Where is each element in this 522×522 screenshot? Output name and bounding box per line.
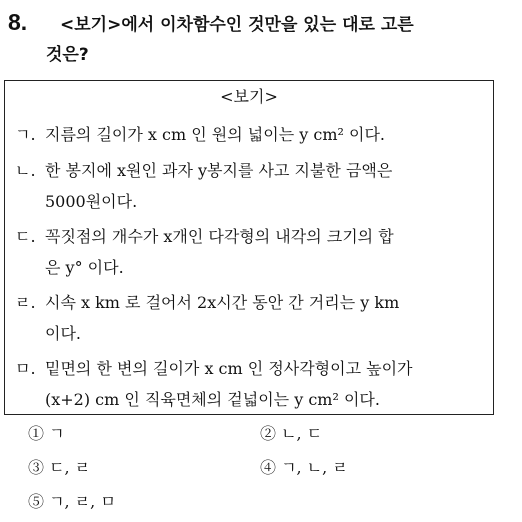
example-item-text — [45, 155, 483, 217]
example-item-line: 꼭짓점의 개수가 x개인 다각형의 내각의 크기의 합 — [45, 227, 394, 246]
example-item-text — [45, 221, 483, 283]
example-item-mark: ㄷ. — [15, 227, 36, 246]
choice-1[interactable]: ① ㄱ — [28, 424, 65, 443]
example-item-text — [45, 353, 483, 415]
example-item-line: 5000원이다. — [45, 192, 138, 211]
example-item-line: 지름의 길이가 x cm 인 원의 넓이는 y cm² 이다. — [45, 125, 385, 144]
example-item-text — [45, 287, 483, 349]
question-text-line1: <보기>에서 이차함수인 것만을 있는 대로 고른 — [60, 15, 414, 35]
example-item-line: 밑면의 한 변의 길이가 x cm 인 정사각형이고 높이가 — [45, 359, 413, 378]
question-number: 8. — [8, 9, 28, 35]
example-item-mark: ㅁ. — [15, 359, 36, 378]
choice-2[interactable]: ② ㄴ, ㄷ — [260, 424, 323, 443]
example-box-title: <보기> — [220, 87, 278, 106]
example-item-text — [45, 119, 483, 150]
example-item-mark: ㄴ. — [15, 161, 36, 180]
choice-4[interactable]: ④ ㄱ, ㄴ, ㄹ — [260, 458, 348, 477]
example-item-line: 이다. — [45, 324, 81, 343]
question-text-line2: 것은? — [46, 45, 89, 65]
example-item-line: 은 y° 이다. — [45, 258, 124, 277]
example-item-line: 시속 x km 로 걸어서 2x시간 동안 간 거리는 y km — [45, 293, 400, 312]
example-item-mark: ㄱ. — [15, 125, 36, 144]
example-box — [4, 80, 494, 415]
example-item-line: 한 봉지에 x원인 과자 y봉지를 사고 지불한 금액은 — [45, 161, 393, 180]
example-item-line: (x+2) cm 인 직육면체의 겉넓이는 y cm² 이다. — [45, 390, 380, 409]
example-item-mark: ㄹ. — [15, 293, 36, 312]
choice-3[interactable]: ③ ㄷ, ㄹ — [28, 458, 91, 477]
question-text — [46, 10, 506, 70]
choice-5[interactable]: ⑤ ㄱ, ㄹ, ㅁ — [28, 492, 116, 511]
